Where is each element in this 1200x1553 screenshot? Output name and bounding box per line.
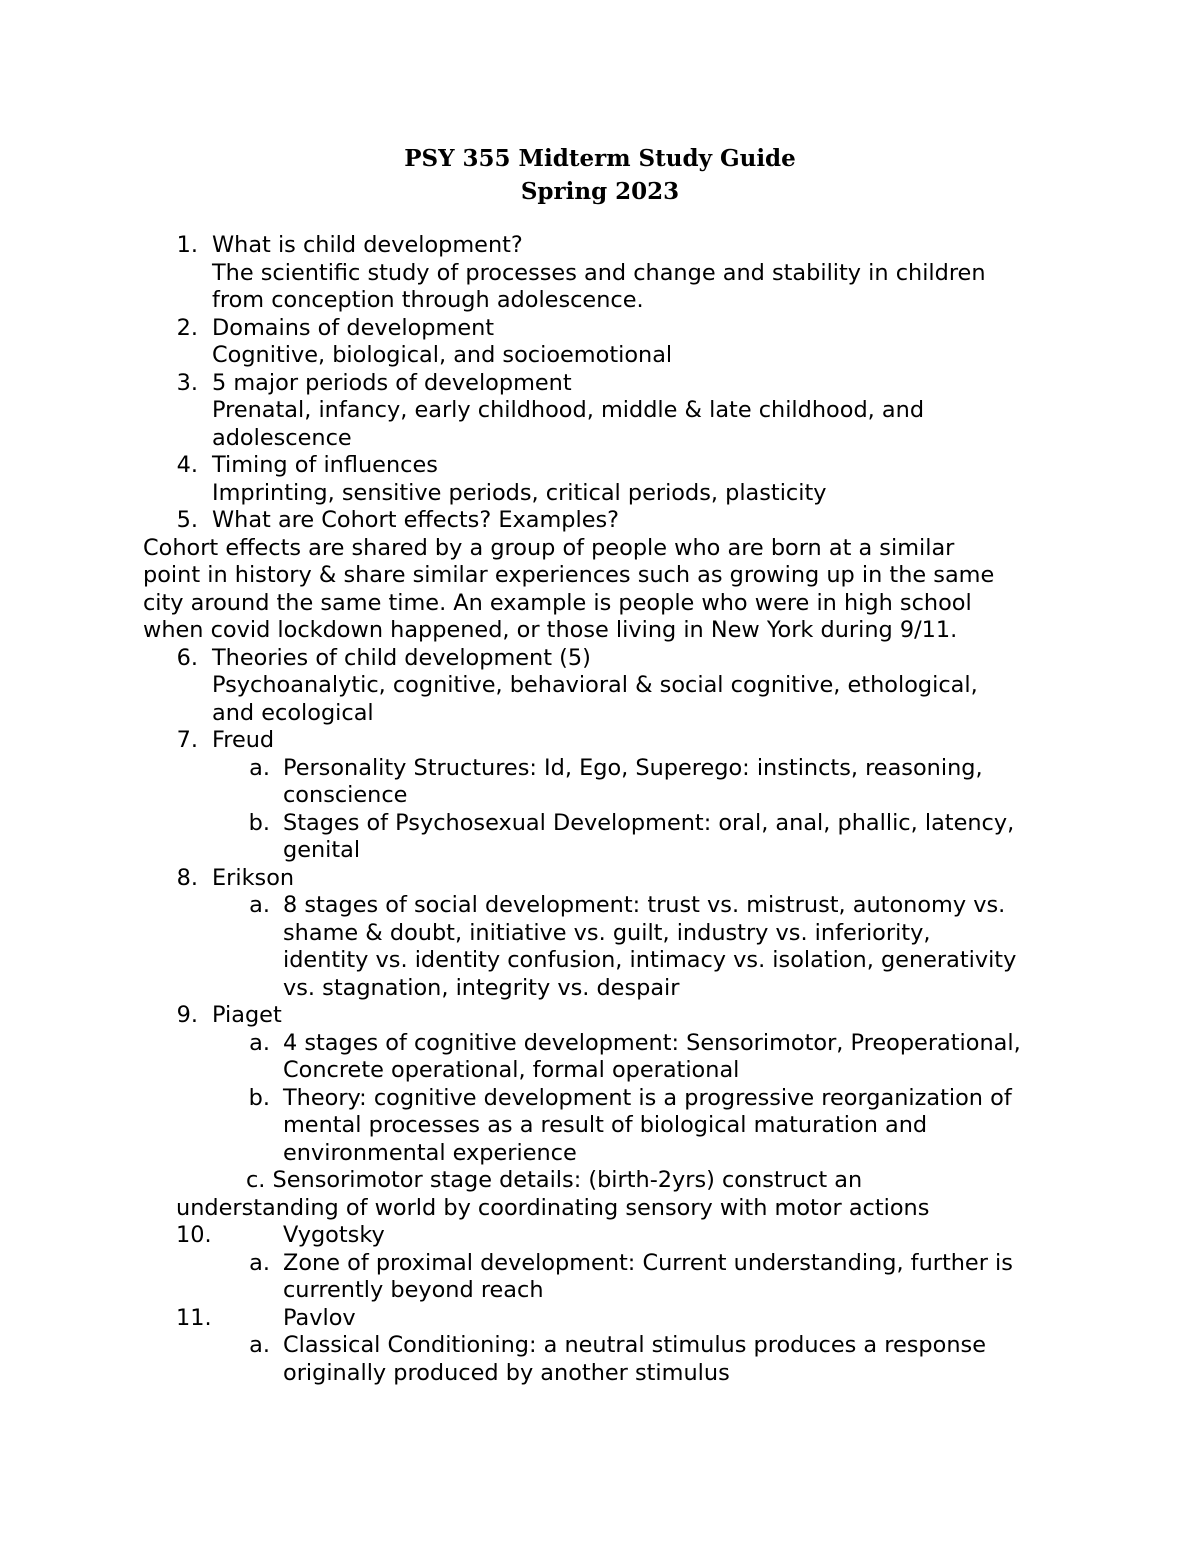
paragraph-line: city around the same time. An example is people who were in high school: [143, 589, 972, 616]
item-number: 9.: [176, 1002, 198, 1028]
sub-text: Classical Conditioning: a neutral stimulus produces a response: [283, 1332, 986, 1358]
sub-text: Theory: cognitive development is a progressive reorganization of: [283, 1084, 1012, 1111]
list-item: [0, 315, 1200, 343]
item-answer: from conception through adolescence.: [212, 287, 644, 313]
list-item: [0, 507, 1200, 535]
sub-letter: a.: [249, 892, 270, 918]
item-question: Piaget: [212, 1002, 282, 1028]
sub-item: [0, 1332, 1200, 1360]
sub-text: identity vs. identity confusion, intimacy vs. isolation, generativity: [283, 947, 1017, 973]
paragraph-line: point in history & share similar experiences such as growing up in the same: [143, 562, 995, 588]
item-question: What are Cohort effects? Examples?: [212, 507, 620, 533]
list-item: [0, 727, 1200, 755]
list-item: [0, 865, 1200, 893]
item-answer: Psychoanalytic, cognitive, behavioral & social cognitive, ethological,: [212, 672, 978, 698]
item-question: Pavlov: [283, 1304, 356, 1331]
sub-text: 8 stages of social development: trust vs. mistrust, autonomy vs.: [283, 892, 1006, 918]
sub-text: Personality Structures: Id, Ego, Superego: instincts, reasoning,: [283, 754, 983, 781]
item-question: Timing of influences: [212, 452, 438, 478]
list-item: [0, 452, 1200, 480]
item-question: Vygotsky: [283, 1222, 385, 1248]
document-title: PSY 355 Midterm Study Guide: [404, 145, 796, 172]
paragraph-line: Cohort effects are shared by a group of people who are born at a similar: [143, 534, 955, 561]
sub-text: mental processes as a result of biological maturation and: [283, 1112, 928, 1138]
list-item: [0, 1305, 1200, 1333]
item-answer: Prenatal, infancy, early childhood, middle & late childhood, and: [212, 397, 925, 423]
sub-text: conscience: [283, 782, 408, 808]
item-number: 3.: [176, 369, 198, 396]
sub-letter: a.: [249, 1029, 270, 1056]
sub-item: [0, 810, 1200, 838]
sub-letter: a.: [249, 754, 270, 781]
item-number: 11.: [176, 1304, 212, 1331]
sub-text: genital: [283, 837, 361, 863]
item-number: 4.: [176, 452, 198, 478]
study-guide-list: [0, 232, 1200, 1387]
item-number: 2.: [176, 314, 198, 341]
sub-text: shame & doubt, initiative vs. guilt, industry vs. inferiority,: [283, 919, 931, 946]
item-question: 5 major periods of development: [212, 369, 572, 396]
sub-text: Stages of Psychosexual Development: oral, anal, phallic, latency,: [283, 809, 1015, 836]
sub-item-c: c. Sensorimotor stage details: (birth-2yrs) construct an: [246, 1167, 863, 1193]
item-number: 8.: [176, 864, 198, 891]
paragraph-line: understanding of world by coordinating sensory with motor actions: [176, 1194, 930, 1221]
sub-text: vs. stagnation, integrity vs. despair: [283, 974, 680, 1001]
sub-letter: a.: [249, 1332, 270, 1358]
paragraph-line: when covid lockdown happened, or those living in New York during 9/11.: [143, 617, 958, 643]
item-number: 1.: [176, 232, 198, 258]
item-number: 7.: [176, 727, 198, 753]
sub-item: [0, 1085, 1200, 1113]
sub-letter: b.: [248, 1084, 270, 1111]
list-item: [0, 1002, 1200, 1030]
sub-item: [0, 755, 1200, 783]
list-item: [0, 1222, 1200, 1250]
item-question: Freud: [212, 727, 275, 753]
sub-text: 4 stages of cognitive development: Sensorimotor, Preoperational,: [283, 1029, 1021, 1056]
item-answer: The scientific study of processes and change and stability in children: [212, 259, 986, 286]
sub-text: originally produced by another stimulus: [283, 1359, 730, 1386]
item-question: Theories of child development (5): [212, 644, 591, 671]
sub-text: Concrete operational, formal operational: [283, 1057, 740, 1083]
item-answer: Cognitive, biological, and socioemotional: [212, 342, 673, 368]
item-answer: adolescence: [212, 424, 352, 451]
sub-text: Zone of proximal development: Current understanding, further is: [283, 1249, 1013, 1276]
sub-letter: a.: [249, 1249, 270, 1276]
item-number: 5.: [176, 507, 198, 533]
list-item: [0, 370, 1200, 398]
sub-text: environmental experience: [283, 1139, 577, 1166]
sub-item: [0, 1250, 1200, 1278]
item-question: Domains of development: [212, 314, 495, 341]
sub-item: [0, 892, 1200, 920]
item-question: What is child development?: [212, 232, 523, 258]
sub-item: [0, 1030, 1200, 1058]
item-answer: Imprinting, sensitive periods, critical periods, plasticity: [212, 479, 827, 506]
list-item: [0, 645, 1200, 673]
item-question: Erikson: [212, 864, 295, 891]
sub-letter: b.: [248, 809, 270, 836]
sub-text: currently beyond reach: [283, 1277, 544, 1303]
item-number: 10.: [176, 1222, 212, 1248]
list-item: [0, 232, 1200, 260]
item-answer: and ecological: [212, 699, 374, 726]
document-subtitle: Spring 2023: [520, 178, 680, 205]
item-number: 6.: [176, 644, 198, 671]
